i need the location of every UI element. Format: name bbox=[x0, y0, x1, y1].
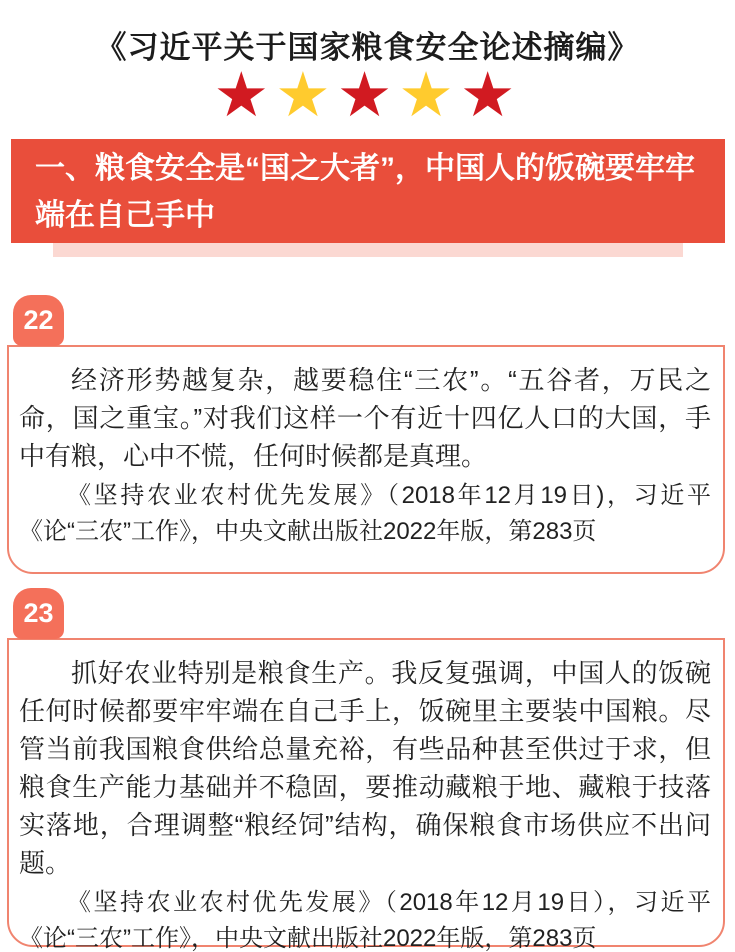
section-heading-text: 一、粮食安全是“国之大者”，中国人的饭碗要牢牢端在自己手中 bbox=[35, 152, 695, 232]
quote-citation: 《坚持农业农村优先发展》（2018年12月19日)，习近平《论“三农”工作》，中央文献出版社2022年版，第283页 bbox=[19, 482, 711, 545]
quote-text: 抓好农业特别是粮食生产。我反复强调，中国人的饭碗任何时候都要牢牢端在自己手上，饭碗里主要装中国粮。尽管当前我国粮食供给总量充裕，有些品种甚至供过于求，但粮食生产能力基础并不稳固，要推动藏粮于地、藏粮于技落实落地，合理调整“粮经饲”结构，确保粮食市场供应不出问题。 bbox=[19, 658, 711, 878]
section-heading-banner bbox=[11, 139, 725, 243]
quote-box bbox=[7, 638, 725, 952]
star-icon: ★ bbox=[398, 61, 460, 130]
star-divider bbox=[0, 58, 735, 134]
quote-citation: 《坚持农业农村优先发展》（2018年12月19日），习近平《论“三农”工作》，中央文献出版社2022年版，第283页 bbox=[19, 889, 711, 952]
quote-text: 经济形势越复杂，越要稳住“三农”。“五谷者，万民之命，国之重宝。”对我们这样一个有近十四亿人口的大国，手中有粮，心中不慌，任何时候都是真理。 bbox=[19, 365, 711, 471]
quote-number-badge: 22 bbox=[13, 295, 64, 346]
quote-number-badge: 23 bbox=[13, 588, 64, 639]
star-icon: ★ bbox=[275, 61, 337, 130]
book-title: 《习近平关于国家粮食安全论述摘编》 bbox=[95, 30, 640, 65]
star-icon: ★ bbox=[459, 61, 522, 130]
star-icon: ★ bbox=[213, 61, 276, 130]
quote-box bbox=[7, 345, 725, 574]
banner-shadow-bar bbox=[53, 243, 683, 257]
star-icon: ★ bbox=[336, 61, 399, 130]
